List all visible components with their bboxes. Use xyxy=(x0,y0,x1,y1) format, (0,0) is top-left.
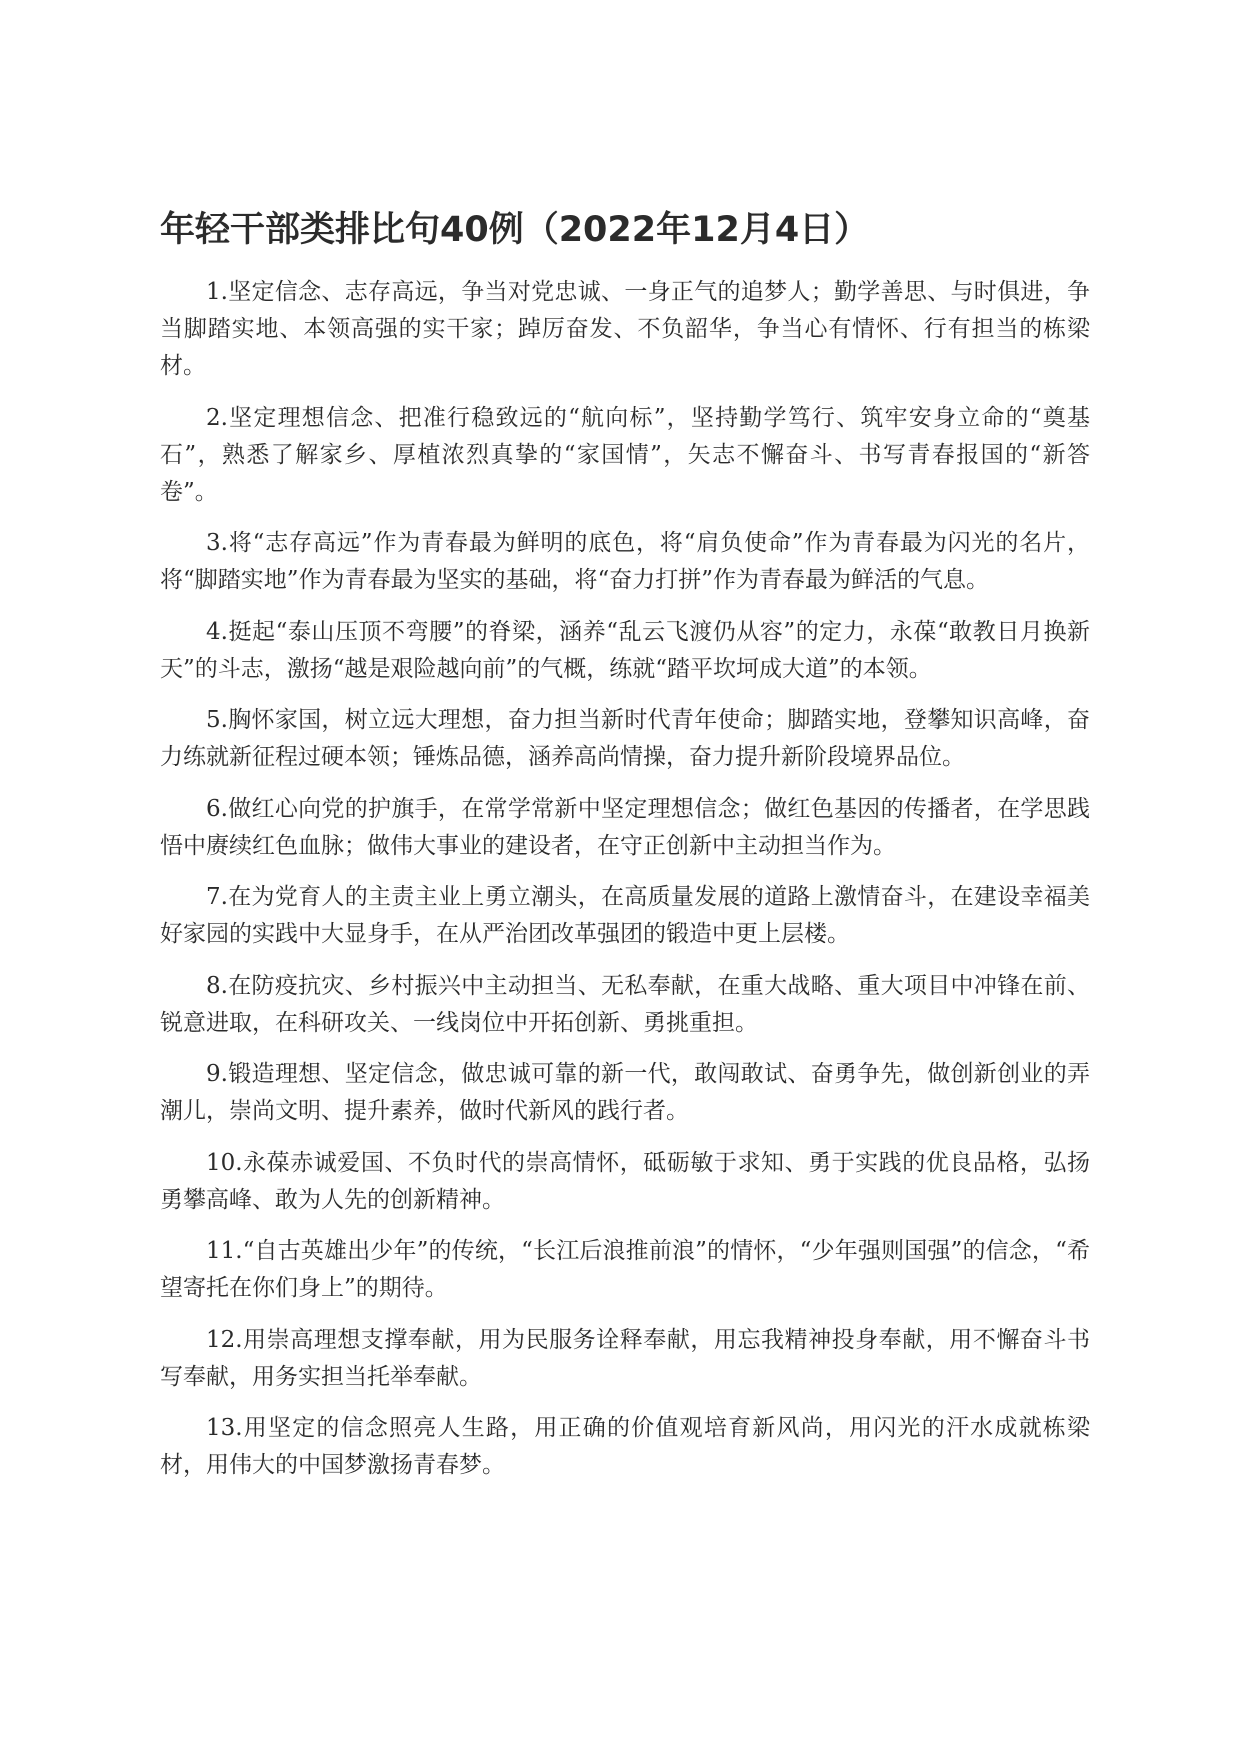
paragraph-10: 10.永葆赤诚爱国、不负时代的崇高情怀，砥砺敏于求知、勇于实践的优良品格，弘扬勇攀高峰、敢为人先的创新精神。 xyxy=(160,1149,1090,1213)
paragraph-5: 5.胸怀家国，树立远大理想，奋力担当新时代青年使命；脚踏实地，登攀知识高峰，奋力练就新征程过硬本领；锤炼品德，涵养高尚情操，奋力提升新阶段境界品位。 xyxy=(160,707,1090,770)
paragraph-3: 3.将“志存高远”作为青春最为鲜明的底色，将“肩负使命”作为青春最为闪光的名片，将“脚踏实地”作为青春最为坚实的基础，将“奋力打拼”作为青春最为鲜活的气息。 xyxy=(160,530,1090,593)
paragraph-6: 6.做红心向党的护旗手，在常学常新中坚定理想信念；做红色基因的传播者，在学思践悟中赓续红色血脉；做伟大事业的建设者，在守正创新中主动担当作为。 xyxy=(160,795,1090,859)
paragraph-13: 13.用坚定的信念照亮人生路，用正确的价值观培育新风尚，用闪光的汗水成就栋梁材，用伟大的中国梦激扬青春梦。 xyxy=(160,1415,1090,1478)
paragraph-9: 9.锻造理想、坚定信念，做忠诚可靠的新一代，敢闯敢试、奋勇争先，做创新创业的弄潮儿，崇尚文明、提升素养，做时代新风的践行者。 xyxy=(160,1061,1090,1124)
document-body xyxy=(160,274,1090,1499)
document-title: 年轻干部类排比句40例（2022年12月4日） xyxy=(160,210,870,250)
paragraph-12: 12.用崇高理想支撑奉献，用为民服务诠释奉献，用忘我精神投身奉献，用不懈奋斗书写奉献，用务实担当托举奉献。 xyxy=(160,1326,1090,1390)
paragraph-8: 8.在防疫抗灾、乡村振兴中主动担当、无私奉献，在重大战略、重大项目中冲锋在前、锐意进取，在科研攻关、一线岗位中开拓创新、勇挑重担。 xyxy=(160,972,1090,1036)
paragraph-7: 7.在为党育人的主责主业上勇立潮头，在高质量发展的道路上激情奋斗，在建设幸福美好家园的实践中大显身手，在从严治团改革强团的锻造中更上层楼。 xyxy=(160,884,1090,947)
paragraph-2: 2.坚定理想信念、把准行稳致远的“航向标”，坚持勤学笃行、筑牢安身立命的“奠基石”，熟悉了解家乡、厚植浓烈真挚的“家国情”，矢志不懈奋斗、书写青春报国的“新答卷”。 xyxy=(160,404,1090,505)
paragraph-1: 1.坚定信念、志存高远，争当对党忠诚、一身正气的追梦人；勤学善思、与时俱进，争当脚踏实地、本领高强的实干家；踔厉奋发、不负韶华，争当心有情怀、行有担当的栋梁材。 xyxy=(160,279,1090,379)
paragraph-11: 11.“自古英雄出少年”的传统，“长江后浪推前浪”的情怀，“少年强则国强”的信念，“希望寄托在你们身上”的期待。 xyxy=(160,1238,1090,1301)
paragraph-4: 4.挺起“泰山压顶不弯腰”的脊梁，涵养“乱云飞渡仍从容”的定力，永葆“敢教日月换新天”的斗志，激扬“越是艰险越向前”的气概，练就“踏平坎坷成大道”的本领。 xyxy=(160,618,1090,682)
